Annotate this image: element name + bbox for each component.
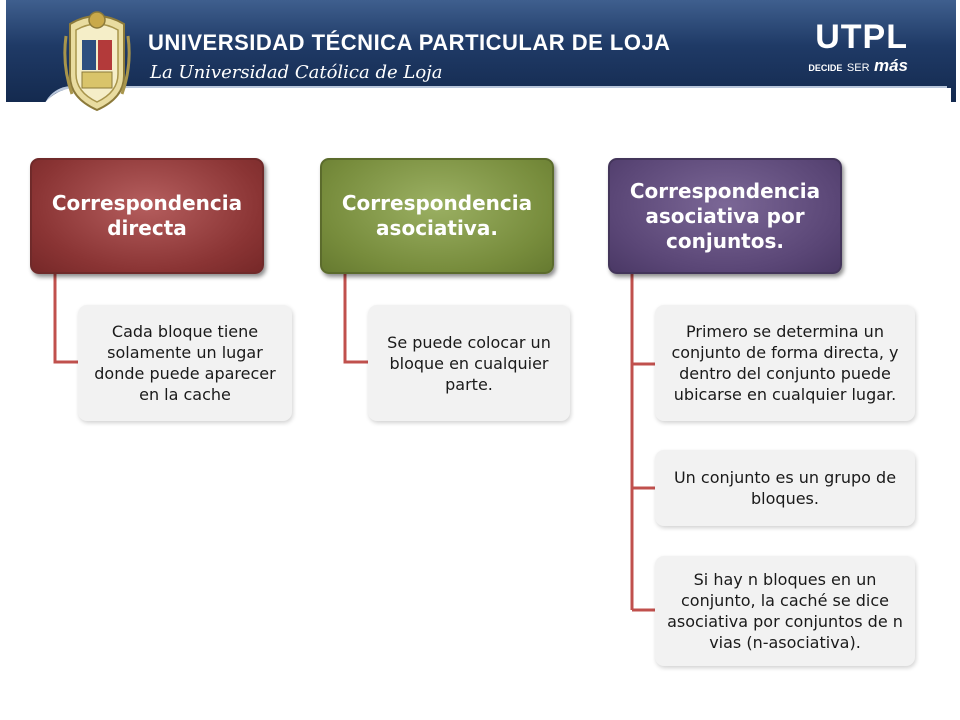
column-2-item-1 (368, 305, 570, 421)
column-3-item-1 (655, 305, 915, 421)
column-1-item-1 (78, 305, 292, 421)
university-subtitle: La Universidad Católica de Loja (150, 62, 443, 83)
column-3-item-3 (655, 556, 915, 666)
university-name: UNIVERSIDAD TÉCNICA PARTICULAR DE LOJA (148, 30, 671, 55)
column-1-item-1-text: Cada bloque tiene solamente un lugar donde puede aparecer en la cache (94, 322, 276, 404)
column-3-title: Correspondencia asociativa por conjuntos. (629, 178, 821, 253)
column-3-header (608, 158, 842, 274)
connector-col1 (55, 274, 78, 362)
connector-col2 (345, 274, 368, 362)
tagline-ser: SER (846, 62, 870, 74)
column-3-item-3-text: Si hay n bloques en un conjunto, la caché se dice asociativa por conjuntos de n vias (n-asociativa). (667, 570, 903, 652)
column-3-item-2 (655, 450, 915, 526)
column-1-title: Correspondencia directa (51, 191, 243, 240)
column-1-header (30, 158, 264, 274)
column-2-item-1-text: Se puede colocar un bloque en cualquier parte. (387, 332, 551, 394)
column-2-title: Correspondencia asociativa. (341, 191, 533, 240)
tagline-mas: más (873, 56, 908, 75)
column-3-item-2-text: Un conjunto es un grupo de bloques. (673, 468, 897, 508)
column-3-item-1-text: Primero se determina un conjunto de forma directa, y dentro del conjunto puede ubicarse en cualquier lugar. (671, 322, 899, 404)
tagline-decide: DECIDE (808, 63, 843, 73)
utpl-logo: UTPL (815, 18, 908, 56)
column-2-header (320, 158, 554, 274)
